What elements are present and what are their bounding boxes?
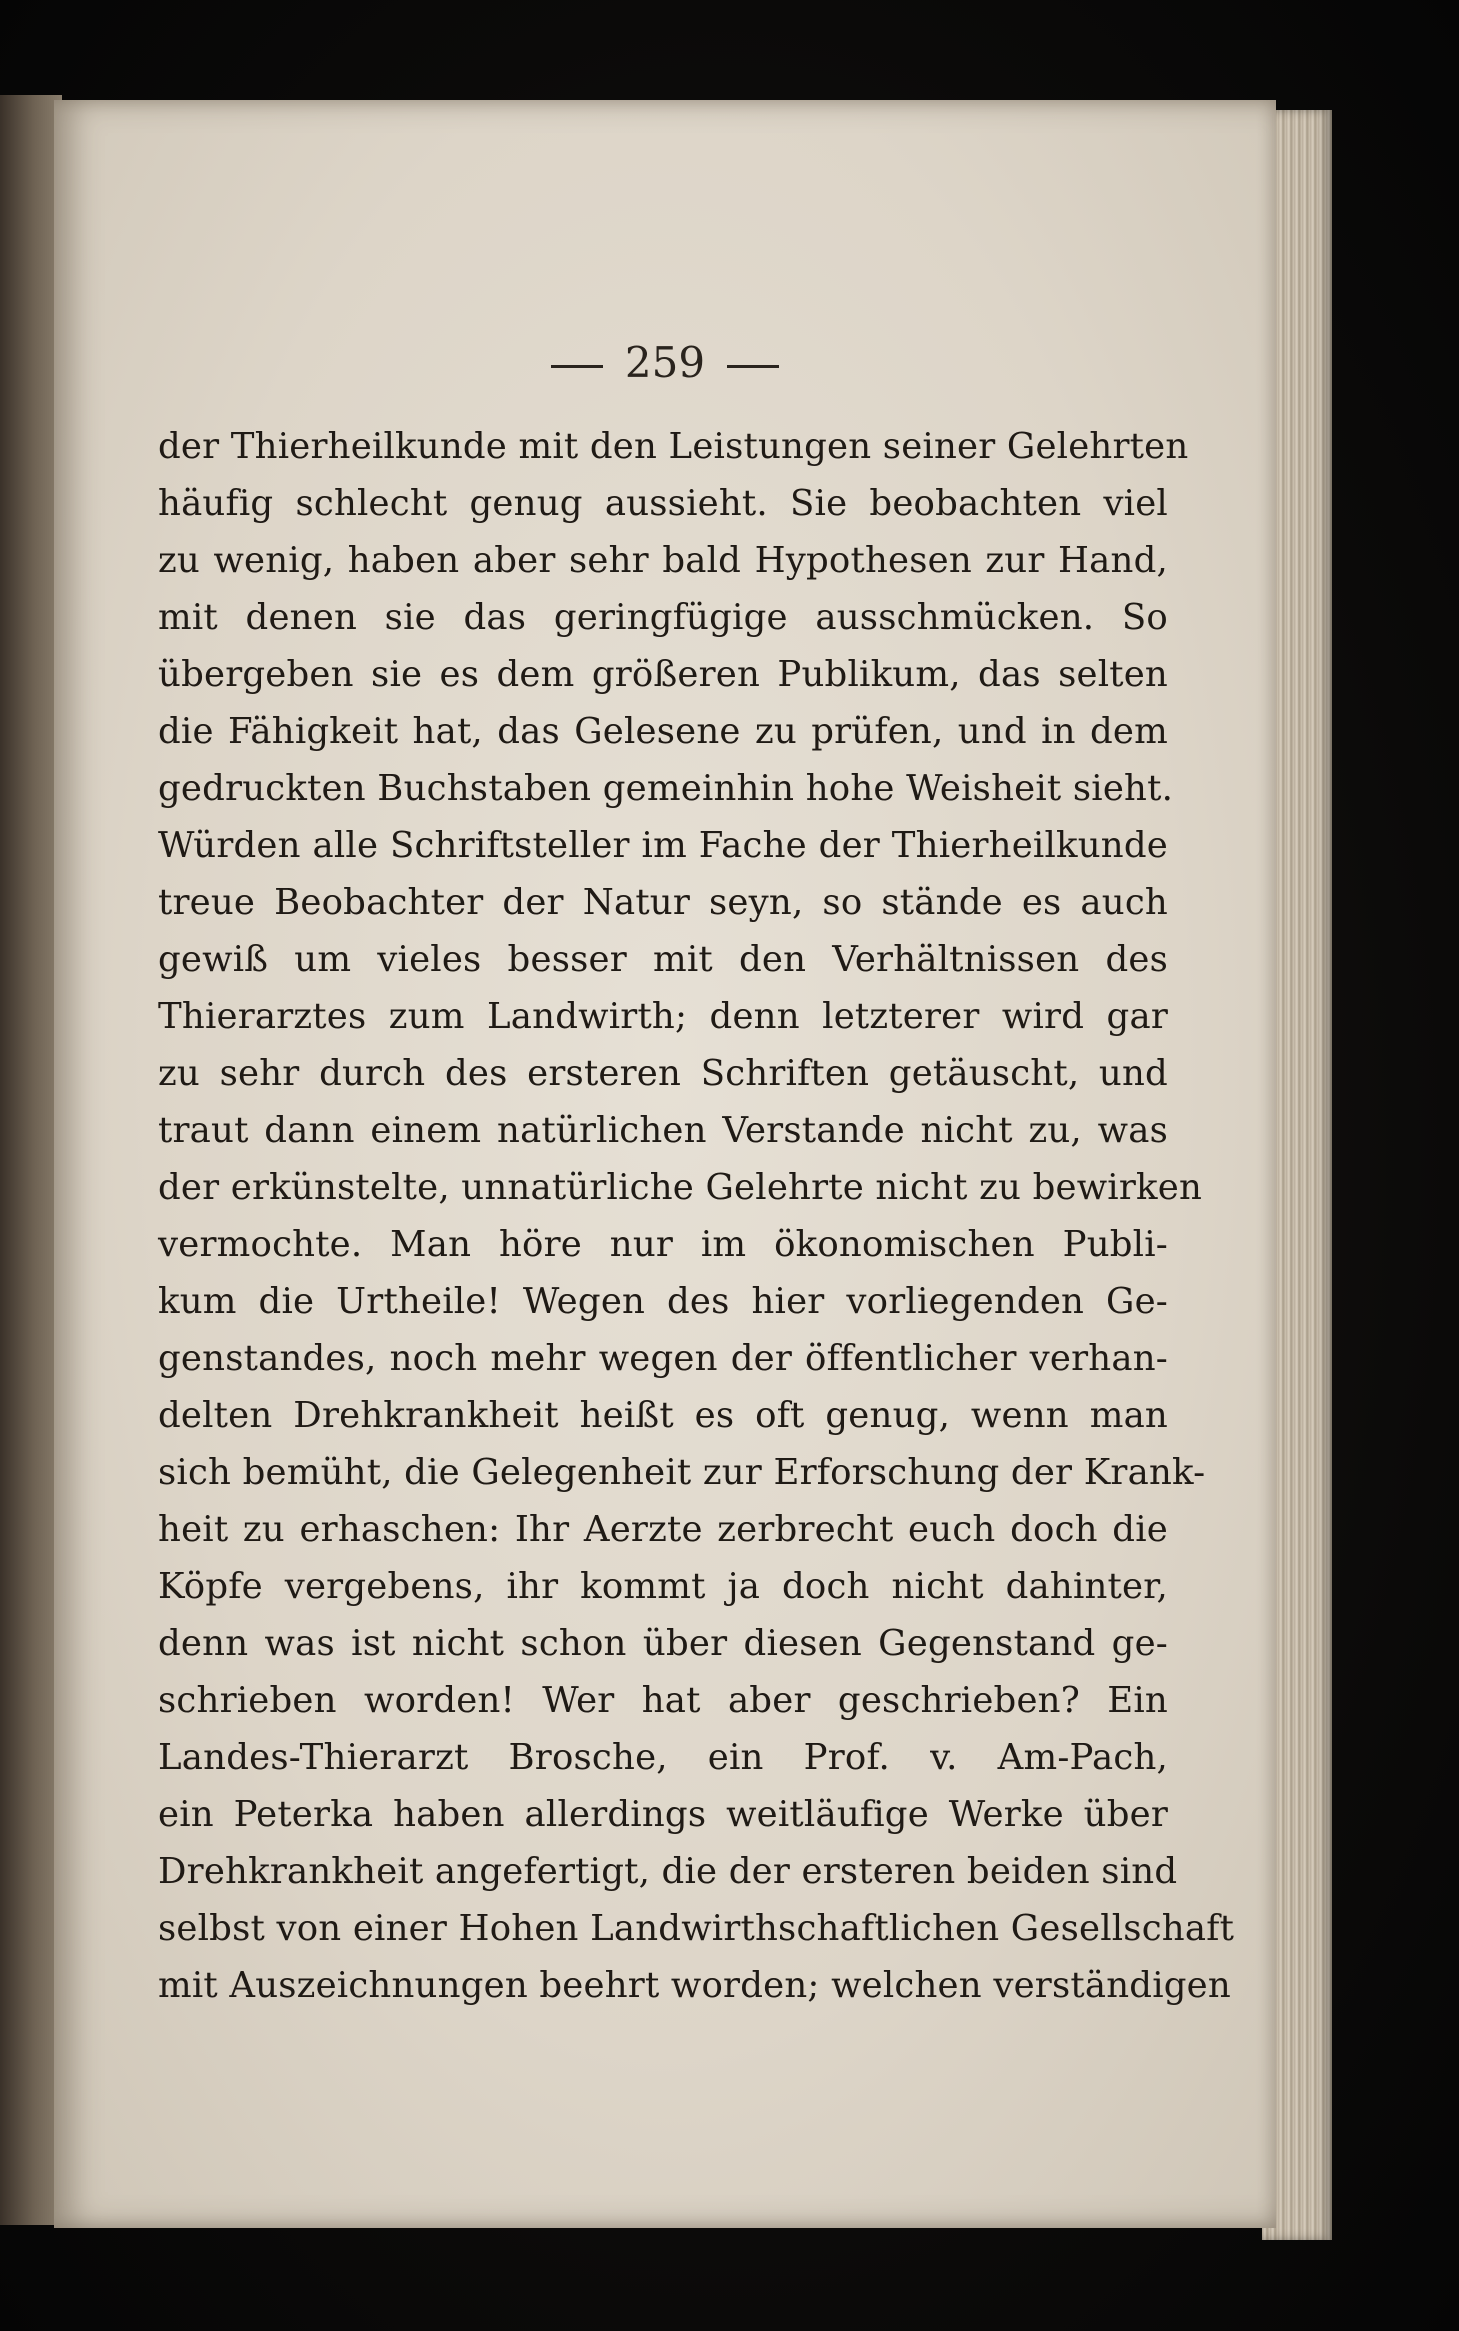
text-line: vermochte. Man höre nur im ökonomischen Publi- — [158, 1224, 1168, 1265]
text-line: die Fähigkeit hat, das Gelesene zu prüfen, und in dem — [158, 711, 1168, 752]
text-line: Köpfe vergebens, ihr kommt ja doch nicht dahinter, — [158, 1566, 1168, 1607]
text-line: der erkünstelte, unnatürliche Gelehrte nicht zu bewirken — [158, 1167, 1203, 1208]
text-line: Thierarztes zum Landwirth; denn letzterer wird gar — [158, 996, 1168, 1037]
book-page — [54, 100, 1276, 2228]
text-line: sich bemüht, die Gelegenheit zur Erforschung der Krank- — [158, 1452, 1206, 1493]
text-line: gewiß um vieles besser mit den Verhältnissen des — [158, 939, 1168, 980]
text-line: zu wenig, haben aber sehr bald Hypothesen zur Hand, — [158, 540, 1168, 581]
text-line: Würden alle Schriftsteller im Fache der Thierheilkunde — [158, 825, 1168, 866]
page-header — [54, 338, 1276, 387]
text-line: delten Drehkrankheit heißt es oft genug, wenn man — [158, 1395, 1168, 1436]
text-line: Landes-Thierarzt Brosche, ein Prof. v. Am-Pach, — [158, 1737, 1168, 1778]
text-line: denn was ist nicht schon über diesen Gegenstand ge- — [158, 1623, 1168, 1664]
text-line: zu sehr durch des ersteren Schriften getäuscht, und — [158, 1053, 1168, 1094]
text-line: schrieben worden! Wer hat aber geschrieben? Ein — [158, 1680, 1168, 1721]
text-line: der Thierheilkunde mit den Leistungen seiner Gelehrten — [158, 426, 1189, 467]
text-line: kum die Urtheile! Wegen des hier vorliegenden Ge- — [158, 1281, 1168, 1322]
text-line: Drehkrankheit angefertigt, die der ersteren beiden sind — [158, 1851, 1178, 1892]
text-line: gedruckten Buchstaben gemeinhin hohe Weisheit sieht. — [158, 768, 1174, 809]
text-line: ein Peterka haben allerdings weitläufige Werke über — [158, 1794, 1168, 1835]
text-line: treue Beobachter der Natur seyn, so stände es auch — [158, 882, 1168, 923]
text-line: häufig schlecht genug aussieht. Sie beobachten viel — [158, 483, 1168, 524]
text-line: genstandes, noch mehr wegen der öffentlicher verhan- — [158, 1338, 1168, 1379]
text-line: übergeben sie es dem größeren Publikum, das selten — [158, 654, 1168, 695]
text-line: heit zu erhaschen: Ihr Aerzte zerbrecht euch doch die — [158, 1509, 1168, 1550]
body-text — [158, 418, 1235, 2014]
text-line: mit Auszeichnungen beehrt worden; welchen verständigen — [158, 1965, 1231, 2006]
header-dash-left — [551, 365, 603, 368]
header-dash-right — [727, 365, 779, 368]
previous-page-edge — [0, 95, 62, 2225]
text-line: traut dann einem natürlichen Verstande nicht zu, was — [158, 1110, 1168, 1151]
page-number: 259 — [624, 338, 706, 387]
text-line: selbst von einer Hohen Landwirthschaftlichen Gesellschaft — [158, 1908, 1235, 1949]
text-line: mit denen sie das geringfügige ausschmücken. So — [158, 597, 1168, 638]
